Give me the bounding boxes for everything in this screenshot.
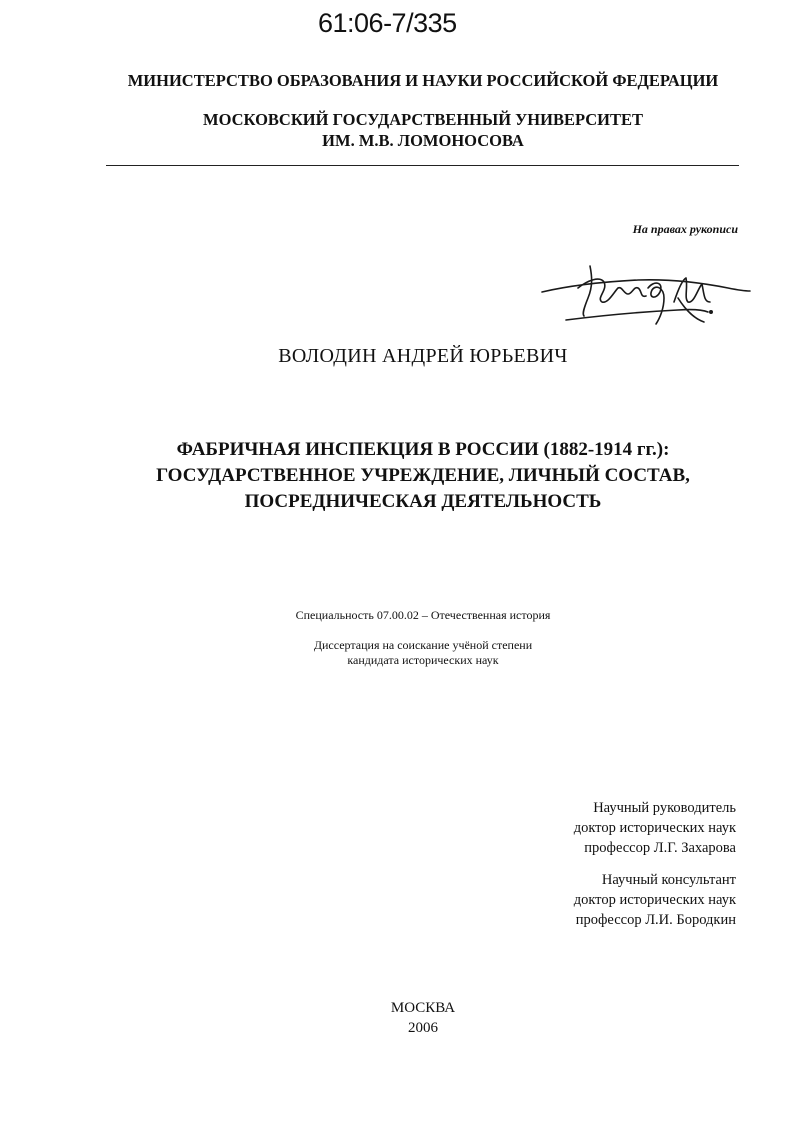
manuscript-note: На правах рукописи bbox=[632, 222, 738, 236]
consultant-role: Научный консультант bbox=[601, 872, 736, 888]
degree-statement bbox=[0, 638, 794, 668]
specialty: Специальность 07.00.02 – Отечественная история bbox=[295, 608, 551, 622]
title-line-2: ГОСУДАРСТВЕННОЕ УЧРЕЖДЕНИЕ, ЛИЧНЫЙ СОСТАВ, bbox=[156, 465, 690, 486]
university-heading bbox=[0, 109, 794, 151]
consultant-name: профессор Л.И. Бородкин bbox=[575, 912, 736, 928]
imprint bbox=[0, 998, 794, 1038]
dissertation-title bbox=[0, 437, 794, 515]
supervisor-role: Научный руководитель bbox=[593, 800, 736, 816]
handwritten-signature-icon bbox=[538, 258, 753, 330]
degree-line-2: кандидата исторических наук bbox=[347, 653, 499, 667]
supervisor-name: профессор Л.Г. Захарова bbox=[584, 840, 736, 856]
year: 2006 bbox=[408, 1020, 438, 1036]
title-line-1: ФАБРИЧНАЯ ИНСПЕКЦИЯ В РОССИИ (1882-1914 гг.): bbox=[176, 439, 670, 460]
call-number: 61:06-7/335 bbox=[318, 8, 457, 38]
ministry-heading: МИНИСТЕРСТВО ОБРАЗОВАНИЯ И НАУКИ РОССИЙСКОЙ ФЕДЕРАЦИИ bbox=[127, 71, 719, 90]
city: МОСКВА bbox=[390, 1000, 456, 1016]
supervisor-block bbox=[574, 798, 736, 858]
university-line-1: МОСКОВСКИЙ ГОСУДАРСТВЕННЫЙ УНИВЕРСИТЕТ bbox=[203, 110, 643, 129]
author-name: ВОЛОДИН АНДРЕЙ ЮРЬЕВИЧ bbox=[278, 345, 568, 367]
consultant-block bbox=[574, 870, 736, 930]
consultant-degree: доктор исторических наук bbox=[573, 892, 736, 908]
supervisor-degree: доктор исторических наук bbox=[573, 820, 736, 836]
header-divider bbox=[106, 165, 739, 166]
title-line-3: ПОСРЕДНИЧЕСКАЯ ДЕЯТЕЛЬНОСТЬ bbox=[244, 491, 602, 512]
university-line-2: ИМ. М.В. ЛОМОНОСОВА bbox=[322, 131, 524, 150]
degree-line-1: Диссертация на соискание учёной степени bbox=[313, 638, 533, 652]
